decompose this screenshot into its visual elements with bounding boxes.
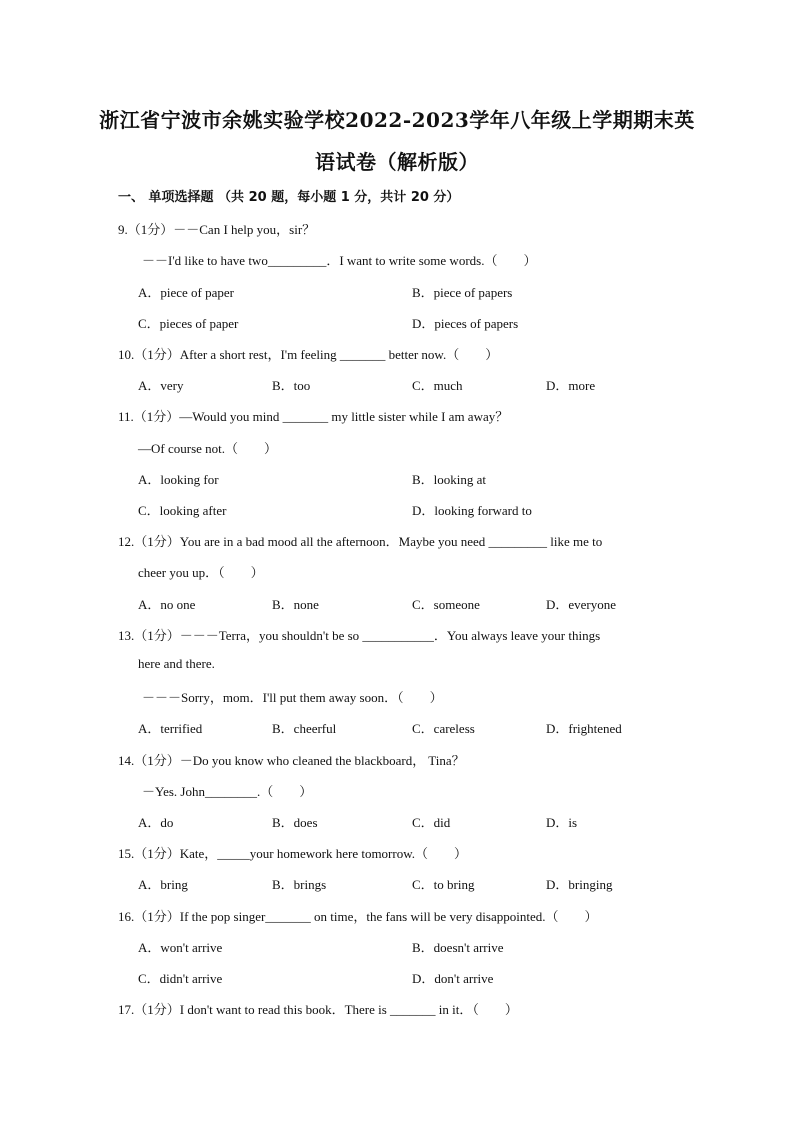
question-14-option-c[interactable]: C．did: [412, 815, 451, 830]
question-11-option-a[interactable]: A．looking for: [138, 472, 219, 487]
question-11-option-b[interactable]: B．looking at: [412, 472, 487, 487]
question-13-option-b[interactable]: B．cheerful: [272, 721, 337, 736]
question-13-option-d[interactable]: D．frightened: [546, 721, 622, 736]
question-13-stem-2: here and there.: [138, 656, 215, 671]
question-12-option-b[interactable]: B．none: [272, 597, 319, 612]
question-12-option-d[interactable]: D．everyone: [546, 597, 617, 612]
question-16-option-a[interactable]: A．won't arrive: [138, 940, 223, 955]
question-12-option-c[interactable]: C．someone: [412, 597, 480, 612]
question-15-option-a[interactable]: A．bring: [138, 877, 188, 892]
question-9-stem: 9.（1分）－－Can I help you，sir？: [118, 222, 316, 237]
question-13-option-a[interactable]: A．terrified: [138, 721, 203, 736]
question-10-option-a[interactable]: A．very: [138, 378, 184, 393]
question-15-option-d[interactable]: D．bringing: [546, 877, 613, 892]
question-16-stem: 16.（1分）If the pop singer_______ on time，the fans will be very disappointed.（ ）: [118, 909, 598, 924]
question-17-stem: 17.（1分）I don't want to read this book．There is _______ in it．（ ）: [118, 1002, 518, 1017]
question-13-option-c[interactable]: C．careless: [412, 721, 475, 736]
question-10-option-b[interactable]: B．too: [272, 378, 311, 393]
question-14-stem: 14.（1分）－Do you know who cleaned the blackboard， Tina？: [118, 753, 465, 768]
question-11-stem: 11.（1分）—Would you mind _______ my little sister while I am away？: [118, 409, 509, 424]
question-15-option-c[interactable]: C．to bring: [412, 877, 475, 892]
question-10-option-d[interactable]: D．more: [546, 378, 596, 393]
page-title-line-1: 浙江省宁波市余姚实验学校2022-2023学年八年级上学期期末英: [99, 108, 695, 132]
question-12-stem-2: cheer you up．（ ）: [138, 565, 264, 580]
section-heading: 一、 单项选择题 （共 20 题，每小题 1 分，共计 20 分）: [118, 190, 460, 205]
question-15-stem: 15.（1分）Kate，_____your homework here tomorrow.（ ）: [118, 846, 468, 861]
question-12-option-a[interactable]: A．no one: [138, 597, 196, 612]
question-16-option-b[interactable]: B．doesn't arrive: [412, 940, 504, 955]
question-13-stem: 13.（1分）－－－Terra，you shouldn't be so ___________．You always leave your things: [118, 628, 601, 643]
question-9-stem-2: －－I'd like to have two_________．I want to write some words.（ ）: [142, 253, 537, 268]
question-14-option-d[interactable]: D．is: [546, 815, 578, 830]
question-16-option-c[interactable]: C．didn't arrive: [138, 971, 223, 986]
question-16-option-d[interactable]: D．don't arrive: [412, 971, 494, 986]
question-14-stem-2: －Yes. John________.（ ）: [142, 784, 313, 799]
question-14-option-a[interactable]: A．do: [138, 815, 174, 830]
question-12-stem: 12.（1分）You are in a bad mood all the afternoon．Maybe you need _________ like me to: [118, 534, 603, 549]
question-13-stem-3: －－－Sorry，mom．I'll put them away soon．（ ）: [142, 690, 443, 705]
question-11-option-c[interactable]: C．looking after: [138, 503, 227, 518]
question-11-option-d[interactable]: D．looking forward to: [412, 503, 532, 518]
question-9-option-b[interactable]: B．piece of papers: [412, 285, 513, 300]
question-10-option-c[interactable]: C．much: [412, 378, 463, 393]
question-10-stem: 10.（1分）After a short rest，I'm feeling _______ better now.（ ）: [118, 347, 499, 362]
question-9-option-c[interactable]: C．pieces of paper: [138, 316, 239, 331]
question-11-stem-2: —Of course not.（ ）: [138, 441, 278, 456]
question-9-option-d[interactable]: D．pieces of papers: [412, 316, 519, 331]
question-15-option-b[interactable]: B．brings: [272, 877, 327, 892]
page-title-line-2: 语试卷（解析版）: [315, 150, 479, 174]
question-9-option-a[interactable]: A．piece of paper: [138, 285, 235, 300]
question-14-option-b[interactable]: B．does: [272, 815, 318, 830]
